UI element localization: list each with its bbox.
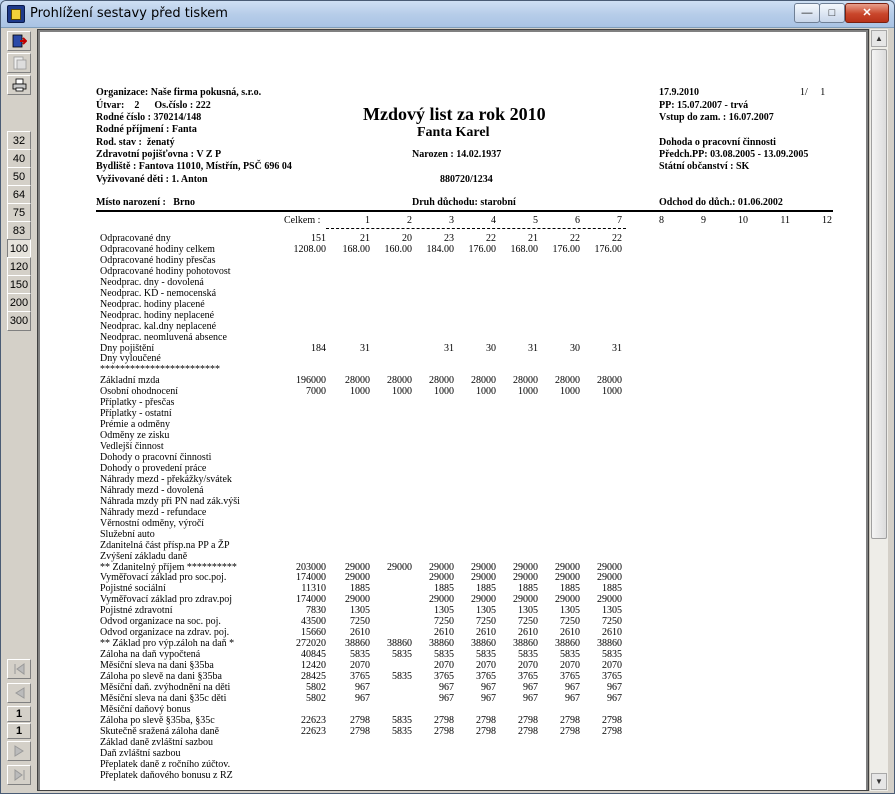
- month-value: 168.00: [342, 243, 370, 255]
- employment-start: Vstup do zam. : 16.07.2007: [659, 112, 774, 123]
- month-value: 2798: [602, 714, 622, 726]
- month-value: 1305: [350, 605, 370, 617]
- birth-date: Narozen : 14.02.1937: [412, 149, 502, 160]
- month-value: 31: [360, 342, 370, 354]
- month-value: 28000: [429, 375, 454, 387]
- month-value: 7250: [476, 616, 496, 628]
- last-page-button[interactable]: [7, 765, 31, 785]
- month-value: 5835: [392, 671, 412, 682]
- month-value: 3765: [560, 671, 580, 682]
- pension-type: Druh důchodu: starobní: [412, 197, 516, 208]
- employment-period: PP: 15.07.2007 - trvá: [659, 100, 749, 111]
- next-page-icon: [12, 744, 27, 758]
- month-value: 5835: [350, 649, 370, 661]
- row-label: Příplatky - ostatní: [100, 408, 172, 420]
- row-total: 22623: [301, 714, 326, 726]
- month-value: 2798: [476, 725, 496, 737]
- month-value: 2070: [434, 660, 454, 672]
- month-value: 7250: [350, 616, 370, 628]
- row-label: Odpracované hodiny celkem: [100, 243, 215, 255]
- row-label: Dohody o provedení práce: [100, 462, 207, 474]
- exit-icon: [12, 34, 27, 48]
- row-label: Zvýšení základu daně: [100, 550, 188, 562]
- month-value: 28000: [555, 375, 580, 387]
- month-value: 967: [439, 681, 454, 693]
- month-value: 38860: [555, 638, 580, 650]
- row-label: Základní mzda: [100, 375, 160, 387]
- month-value: 21: [360, 233, 370, 244]
- row-total: 1208.00: [293, 243, 326, 255]
- print-button[interactable]: [7, 75, 31, 95]
- zoom-83[interactable]: 83: [7, 221, 31, 241]
- month-value: 20: [402, 233, 412, 244]
- month-value: 1885: [518, 583, 538, 595]
- month-value: 1000: [350, 386, 370, 398]
- month-value: 38860: [429, 638, 454, 650]
- row-label: Náhrada mzdy při PN nad zák.výši: [100, 495, 240, 507]
- month-value: 967: [523, 692, 538, 704]
- month-value: 5835: [392, 714, 412, 726]
- row-label: Neodprac. dny - dovolená: [100, 276, 204, 288]
- month-value: 1305: [518, 605, 538, 617]
- preview-area[interactable]: [37, 29, 869, 791]
- birth-number: Rodné číslo : 370214/148: [96, 112, 202, 123]
- minimize-button[interactable]: —: [794, 3, 820, 23]
- birth-surname: Rodné příjmení : Fanta: [96, 124, 197, 135]
- month-value: 29000: [597, 561, 622, 573]
- month-value: 2798: [518, 725, 538, 737]
- id-code: 880720/1234: [440, 174, 493, 185]
- month-value: 967: [607, 692, 622, 704]
- month-value: 28000: [471, 375, 496, 387]
- month-value: 176.00: [468, 243, 496, 255]
- month-value: 1305: [476, 605, 496, 617]
- unit-and-id: Útvar: 2 Os.číslo : 222: [96, 100, 211, 111]
- total-pages: 1: [7, 723, 31, 739]
- month-value: 5835: [476, 649, 496, 661]
- month-value: 2070: [350, 660, 370, 672]
- contract-type: Dohoda o pracovní činnosti: [659, 137, 776, 148]
- row-label: Náhrady mezd - dovolená: [100, 484, 204, 496]
- row-label: Neodprac. hodiny neplacené: [100, 309, 215, 321]
- zoom-64[interactable]: 64: [7, 185, 31, 205]
- month-value: 1885: [476, 583, 496, 595]
- month-header-underline: [326, 228, 626, 229]
- prev-page-icon: [12, 686, 27, 700]
- month-value: 1000: [434, 386, 454, 398]
- row-total: 11310: [301, 583, 326, 595]
- month-value: 7250: [518, 616, 538, 628]
- scroll-up-arrow[interactable]: ▲: [871, 30, 887, 47]
- row-label: Záloha po slevě §35ba, §35c: [100, 714, 215, 726]
- month-value: 38860: [471, 638, 496, 650]
- window-title: Prohlížení sestavy před tiskem: [30, 6, 228, 21]
- row-label: Měsíční sleva na dani §35c děti: [100, 692, 227, 704]
- row-label: Dny vyloučené: [100, 353, 161, 365]
- row-total: 174000: [296, 572, 326, 584]
- insurance-company: Zdravotní pojišťovna : V Z P: [96, 149, 222, 160]
- row-label: Vyměřovací základ pro zdrav.poj: [100, 594, 233, 606]
- month-value: 2610: [434, 627, 454, 639]
- month-header: 9: [701, 215, 706, 226]
- month-header: 2: [407, 215, 412, 226]
- row-label: Zdanitelná část přísp.na PP a ŽP: [100, 539, 230, 551]
- month-value: 2070: [602, 660, 622, 672]
- zoom-100[interactable]: 100: [7, 239, 31, 259]
- current-page: 1: [7, 706, 31, 722]
- month-value: 1000: [392, 386, 412, 398]
- row-total: 151: [311, 233, 326, 244]
- month-header: 8: [659, 215, 664, 226]
- row-total: 184: [311, 342, 326, 354]
- month-value: 2610: [350, 627, 370, 639]
- month-value: 29000: [597, 572, 622, 584]
- row-label: Záloha po slevě na dani §35ba: [100, 671, 222, 682]
- month-value: 1000: [476, 386, 496, 398]
- row-label: Odvod organizace na zdrav. poj.: [100, 627, 230, 639]
- row-total: 5802: [306, 692, 326, 704]
- month-value: 967: [355, 692, 370, 704]
- dependent-children: Vyživované děti : 1. Anton: [96, 174, 208, 185]
- month-value: 29000: [471, 594, 496, 606]
- row-label: Prémie a odměny: [100, 419, 170, 431]
- scroll-down-arrow[interactable]: ▼: [871, 773, 887, 790]
- month-value: 29000: [429, 572, 454, 584]
- row-total: 15660: [301, 627, 326, 639]
- month-value: 1000: [518, 386, 538, 398]
- row-label: ** Zdanitelný příjem **********: [100, 561, 237, 573]
- row-label: Přeplatek daně z ročního zúčtov.: [100, 758, 231, 770]
- month-value: 38860: [345, 638, 370, 650]
- row-label: ************************: [100, 364, 220, 376]
- row-total: 22623: [301, 725, 326, 737]
- prev-page-button[interactable]: [7, 683, 31, 703]
- report-page: [40, 32, 866, 791]
- last-page-icon: [12, 768, 27, 782]
- month-value: 28000: [345, 375, 370, 387]
- month-value: 2610: [602, 627, 622, 639]
- month-value: 2070: [560, 660, 580, 672]
- total-column-header: Celkem :: [284, 215, 321, 226]
- month-value: 29000: [513, 561, 538, 573]
- vertical-scrollbar[interactable]: [869, 29, 888, 791]
- month-value: 30: [486, 342, 496, 354]
- month-value: 31: [444, 342, 454, 354]
- month-value: 2798: [434, 725, 454, 737]
- month-value: 1885: [434, 583, 454, 595]
- month-value: 2070: [518, 660, 538, 672]
- month-value: 2798: [518, 714, 538, 726]
- month-value: 967: [565, 681, 580, 693]
- month-value: 2798: [560, 714, 580, 726]
- citizenship: Státní občanství : SK: [659, 161, 750, 172]
- maximize-button[interactable]: □: [819, 3, 845, 23]
- month-value: 3765: [350, 671, 370, 682]
- month-value: 29000: [471, 561, 496, 573]
- month-value: 1885: [602, 583, 622, 595]
- row-label: Měsíční sleva na dani §35ba: [100, 660, 214, 672]
- month-header: 4: [491, 215, 496, 226]
- row-total: 40845: [301, 649, 326, 661]
- month-value: 7250: [434, 616, 454, 628]
- row-label: Vedlejší činnost: [100, 441, 164, 453]
- zoom-120[interactable]: 120: [7, 257, 31, 277]
- zoom-300[interactable]: 300: [7, 311, 31, 331]
- row-total: 7000: [306, 386, 326, 398]
- month-value: 31: [612, 342, 622, 354]
- month-value: 38860: [597, 638, 622, 650]
- month-value: 29000: [345, 594, 370, 606]
- page-setup-icon: [12, 56, 27, 70]
- row-label: Základ daně zvláštní sazbou: [100, 736, 214, 748]
- row-label: Služební auto: [100, 528, 155, 540]
- month-value: 2798: [350, 714, 370, 726]
- month-header: 3: [449, 215, 454, 226]
- row-label: Odměny ze zisku: [100, 430, 170, 442]
- left-toolbar: [4, 29, 34, 791]
- month-value: 2798: [560, 725, 580, 737]
- month-value: 176.00: [552, 243, 580, 255]
- month-value: 967: [481, 692, 496, 704]
- month-value: 2798: [350, 725, 370, 737]
- month-value: 168.00: [510, 243, 538, 255]
- zoom-75[interactable]: 75: [7, 203, 31, 223]
- row-label: Odvod organizace na soc. poj.: [100, 616, 221, 628]
- month-value: 5835: [434, 649, 454, 661]
- row-label: Osobní ohodnocení: [100, 386, 179, 398]
- month-value: 28000: [597, 375, 622, 387]
- month-value: 967: [481, 681, 496, 693]
- scroll-thumb[interactable]: [871, 49, 887, 539]
- month-header: 5: [533, 215, 538, 226]
- month-value: 967: [355, 681, 370, 693]
- month-value: 7250: [602, 616, 622, 628]
- row-label: Pojistné zdravotní: [100, 605, 173, 617]
- page-number: 1/ 1: [800, 87, 826, 98]
- row-label: Věrnostní odměny, výročí: [100, 517, 205, 529]
- print-date: 17.9.2010: [659, 87, 699, 98]
- month-value: 38860: [387, 638, 412, 650]
- month-value: 21: [528, 233, 538, 244]
- month-value: 5835: [392, 725, 412, 737]
- row-total: 5802: [306, 681, 326, 693]
- month-header: 10: [738, 215, 748, 226]
- zoom-32[interactable]: 32: [7, 131, 31, 151]
- month-value: 3765: [476, 671, 496, 682]
- report-title: Mzdový list za rok 2010: [363, 104, 546, 124]
- zoom-50[interactable]: 50: [7, 167, 31, 187]
- row-total: 12420: [301, 660, 326, 672]
- month-value: 5835: [602, 649, 622, 661]
- month-value: 22: [570, 233, 580, 244]
- retirement-date: Odchod do důch.: 01.06.2002: [659, 197, 783, 208]
- month-value: 2798: [476, 714, 496, 726]
- month-value: 38860: [513, 638, 538, 650]
- month-value: 7250: [560, 616, 580, 628]
- month-value: 2610: [518, 627, 538, 639]
- month-value: 3765: [518, 671, 538, 682]
- row-label: Měsíční daňový bonus: [100, 703, 191, 715]
- month-value: 5835: [392, 649, 412, 661]
- row-total: 196000: [296, 375, 326, 387]
- address: Bydliště : Fantova 11010, Místřín, PSČ 696 04: [96, 161, 292, 172]
- month-value: 176.00: [594, 243, 622, 255]
- month-value: 1305: [560, 605, 580, 617]
- row-total: 174000: [296, 594, 326, 606]
- row-label: Skutečně sražená záloha daně: [100, 725, 220, 737]
- previous-employment: Předch.PP: 03.08.2005 - 13.09.2005: [659, 149, 809, 160]
- zoom-150[interactable]: 150: [7, 275, 31, 295]
- printer-icon: [12, 78, 27, 92]
- month-value: 967: [607, 681, 622, 693]
- organization: Organizace: Naše firma pokusná, s.r.o.: [96, 87, 262, 98]
- zoom-200[interactable]: 200: [7, 293, 31, 313]
- month-value: 184.00: [426, 243, 454, 255]
- month-value: 29000: [429, 561, 454, 573]
- app-icon: [7, 5, 25, 23]
- page-setup-button[interactable]: [7, 53, 31, 73]
- month-value: 1305: [602, 605, 622, 617]
- row-label: Přeplatek daňového bonusu z RZ: [100, 769, 233, 781]
- row-label: Náhrady mezd - překážky/svátek: [100, 473, 232, 485]
- month-value: 2610: [476, 627, 496, 639]
- month-value: 28000: [387, 375, 412, 387]
- month-value: 2798: [434, 714, 454, 726]
- month-value: 23: [444, 233, 454, 244]
- next-page-button[interactable]: [7, 741, 31, 761]
- row-label: Daň zvláštní sazbou: [100, 747, 181, 759]
- month-header: 7: [617, 215, 622, 226]
- month-value: 29000: [345, 572, 370, 584]
- month-value: 29000: [345, 561, 370, 573]
- month-value: 967: [565, 692, 580, 704]
- month-value: 29000: [555, 572, 580, 584]
- month-value: 1885: [350, 583, 370, 595]
- employee-name: Fanta Karel: [417, 125, 490, 140]
- month-value: 29000: [387, 561, 412, 573]
- row-total: 28425: [301, 671, 326, 682]
- row-label: Měsíční daň. zvýhodnění na děti: [100, 681, 231, 693]
- row-label: Neodprac. neomluvená absence: [100, 331, 227, 343]
- row-total: 272020: [296, 638, 326, 650]
- month-value: 2610: [560, 627, 580, 639]
- month-value: 1000: [560, 386, 580, 398]
- month-value: 22: [486, 233, 496, 244]
- row-total: 7830: [306, 605, 326, 617]
- month-value: 29000: [513, 594, 538, 606]
- month-value: 1000: [602, 386, 622, 398]
- month-value: 29000: [555, 594, 580, 606]
- row-label: Záloha na daň vypočtená: [100, 649, 201, 661]
- month-value: 2798: [602, 725, 622, 737]
- month-value: 3765: [434, 671, 454, 682]
- exit-button[interactable]: [7, 31, 31, 51]
- month-value: 1885: [560, 583, 580, 595]
- first-page-button[interactable]: [7, 659, 31, 679]
- month-value: 30: [570, 342, 580, 354]
- month-value: 2070: [476, 660, 496, 672]
- row-label: Neodprac. KD - nemocenská: [100, 287, 217, 299]
- row-label: Dohody o pracovní činnosti: [100, 452, 212, 463]
- row-label: Příplatky - přesčas: [100, 397, 175, 409]
- month-value: 967: [439, 692, 454, 704]
- row-label: Neodprac. hodiny placené: [100, 298, 205, 310]
- month-value: 29000: [471, 572, 496, 584]
- month-value: 29000: [429, 594, 454, 606]
- row-label: Pojistné sociální: [100, 583, 166, 595]
- row-label: Vyměřovací základ pro soc.poj.: [100, 572, 227, 584]
- month-value: 5835: [518, 649, 538, 661]
- month-value: 29000: [597, 594, 622, 606]
- month-header: 12: [822, 215, 832, 226]
- row-label: ** Základ pro výp.záloh na daň *: [100, 638, 235, 650]
- title-bar[interactable]: [1, 1, 894, 28]
- row-label: Náhrady mezd - refundace: [100, 506, 207, 518]
- month-value: 28000: [513, 375, 538, 387]
- month-value: 5835: [560, 649, 580, 661]
- first-page-icon: [12, 662, 27, 676]
- month-value: 29000: [513, 572, 538, 584]
- month-value: 29000: [555, 561, 580, 573]
- row-total: 43500: [301, 616, 326, 628]
- row-label: Odpracované hodiny pohotovost: [100, 265, 231, 277]
- zoom-40[interactable]: 40: [7, 149, 31, 169]
- month-header: 11: [780, 215, 790, 226]
- header-divider: [96, 210, 833, 212]
- row-total: 203000: [296, 561, 326, 573]
- month-value: 22: [612, 233, 622, 244]
- month-value: 1305: [434, 605, 454, 617]
- month-value: 967: [523, 681, 538, 693]
- birthplace: Místo narození : Brno: [96, 197, 195, 208]
- row-label: Odpracované dny: [100, 233, 171, 244]
- month-value: 3765: [602, 671, 622, 682]
- row-label: Dny pojištění: [100, 342, 155, 354]
- month-value: 160.00: [384, 243, 412, 255]
- month-header: 6: [575, 215, 580, 226]
- close-button[interactable]: ✕: [845, 3, 889, 23]
- row-label: Neodprac. kal.dny neplacené: [100, 320, 217, 332]
- marital-status: Rod. stav : ženatý: [96, 137, 175, 148]
- month-header: 1: [365, 215, 370, 226]
- month-value: 31: [528, 342, 538, 354]
- row-label: Odpracované hodiny přesčas: [100, 254, 216, 266]
